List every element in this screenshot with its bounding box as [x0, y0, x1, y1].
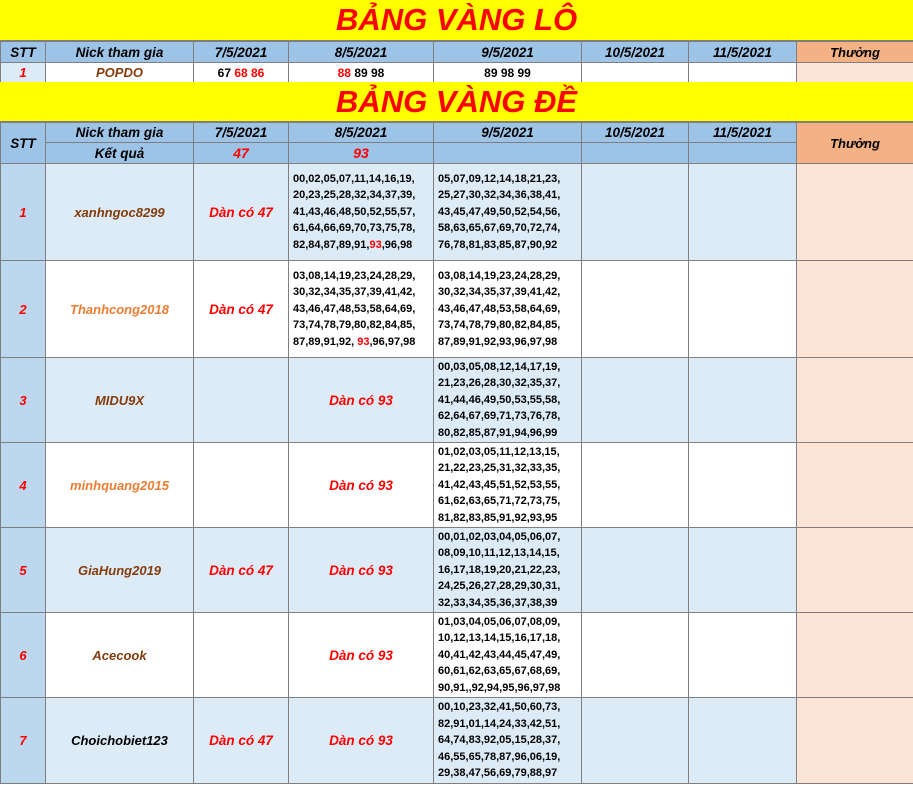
- row-nick: minhquang2015: [46, 443, 194, 528]
- lo-header-d2: 8/5/2021: [289, 42, 434, 63]
- lo-d2-hit: 88: [337, 65, 351, 80]
- row-d2-hit: 93: [369, 238, 382, 251]
- row-d4: [582, 528, 689, 613]
- de-header-d4: 10/5/2021: [582, 123, 689, 143]
- de-header-row: [1, 123, 913, 143]
- row-d4: [582, 358, 689, 443]
- table-row: [1, 528, 913, 613]
- row-d2: Dàn có 93: [289, 443, 434, 528]
- row-d1: [194, 613, 289, 698]
- row-d4: [582, 613, 689, 698]
- row-d3: 00,10,23,32,41,50,60,73, 82,91,01,14,24,33,42,51, 64,74,83,92,05,15,28,37, 46,55,65,78,87,96,06,19, 29,38,47,56,69,79,88,97: [434, 698, 582, 784]
- lo-row-stt: 1: [1, 63, 46, 83]
- de-result-d3: [434, 143, 582, 164]
- lo-d2-numbers: 89 98: [350, 65, 385, 80]
- row-d1: Dàn có 47: [194, 528, 289, 613]
- row-nick: Acecook: [46, 613, 194, 698]
- row-d5: [689, 613, 797, 698]
- row-nick: MIDU9X: [46, 358, 194, 443]
- de-header-d1: 7/5/2021: [194, 123, 289, 143]
- row-reward: [797, 698, 913, 784]
- row-nick: Choichobiet123: [46, 698, 194, 784]
- row-d5: [689, 443, 797, 528]
- de-result-d2: 93: [289, 143, 434, 164]
- de-header-nick: Nick tham gia: [46, 123, 194, 143]
- row-reward: [797, 613, 913, 698]
- row-d2-numbers-tail: ,96,97,98: [369, 335, 416, 348]
- row-stt: 7: [1, 698, 46, 784]
- de-header-d3: 9/5/2021: [434, 123, 582, 143]
- row-d2: Dàn có 93: [289, 698, 434, 784]
- row-stt: 6: [1, 613, 46, 698]
- lo-header-d1: 7/5/2021: [194, 42, 289, 63]
- row-d4: [582, 443, 689, 528]
- row-d2-hit: 93: [357, 335, 370, 348]
- row-d5: [689, 261, 797, 358]
- row-d1: Dàn có 47: [194, 164, 289, 261]
- table-row: [1, 164, 913, 261]
- de-result-d4: [582, 143, 689, 164]
- row-nick: GiaHung2019: [46, 528, 194, 613]
- de-result-row: [1, 143, 913, 164]
- row-d3: 00,01,02,03,04,05,06,07, 08,09,10,11,12,13,14,15, 16,17,18,19,20,21,22,23, 24,25,26,27,28,29,30,31, 32,33,34,35,36,37,38,39: [434, 528, 582, 613]
- row-d5: [689, 164, 797, 261]
- lo-header-d4: 10/5/2021: [582, 42, 689, 63]
- row-d2-numbers-tail: ,96,98: [381, 238, 413, 251]
- row-reward: [797, 261, 913, 358]
- row-reward: [797, 528, 913, 613]
- row-d5: [689, 698, 797, 784]
- row-reward: [797, 164, 913, 261]
- row-d2-numbers: 00,02,05,07,11,14,16,19, 20,23,25,28,32,34,37,39, 41,43,46,48,50,52,55,57, 61,64,66,69,70,73,75,78, 82,84,87,89,91,: [293, 172, 416, 251]
- row-d2: Dàn có 93: [289, 613, 434, 698]
- table-row: [1, 443, 913, 528]
- lo-title: BẢNG VÀNG LÔ: [0, 0, 913, 41]
- row-stt: 1: [1, 164, 46, 261]
- lo-header-nick: Nick tham gia: [46, 42, 194, 63]
- row-d4: [582, 698, 689, 784]
- row-d1: [194, 358, 289, 443]
- row-d3: 01,03,04,05,06,07,08,09, 10,12,13,14,15,16,17,18, 40,41,42,43,44,45,47,49, 60,61,62,63,65,67,68,69, 90,91,,92,94,95,96,97,98: [434, 613, 582, 698]
- row-reward: [797, 358, 913, 443]
- lo-header-d3: 9/5/2021: [434, 42, 582, 63]
- lo-row: [1, 63, 913, 83]
- de-header-stt: STT: [1, 123, 46, 164]
- row-d4: [582, 164, 689, 261]
- lo-d1-hit: 68 86: [234, 65, 265, 80]
- row-d4: [582, 261, 689, 358]
- row-d3: 00,03,05,08,12,14,17,19, 21,23,26,28,30,32,35,37, 41,44,46,49,50,53,55,58, 62,64,67,69,71,73,76,78, 80,82,85,87,91,94,96,99: [434, 358, 582, 443]
- row-nick: xanhngoc8299: [46, 164, 194, 261]
- row-d1: [194, 443, 289, 528]
- table-row: [1, 698, 913, 784]
- table-row: [1, 613, 913, 698]
- de-result-d1: 47: [194, 143, 289, 164]
- row-stt: 3: [1, 358, 46, 443]
- row-d3: 05,07,09,12,14,18,21,23, 25,27,30,32,34,36,38,41, 43,45,47,49,50,52,54,56, 58,63,65,67,69,70,72,74, 76,78,81,83,85,87,90,92: [434, 164, 582, 261]
- de-result-d5: [689, 143, 797, 164]
- lo-header-stt: STT: [1, 42, 46, 63]
- lo-row-d4: [582, 63, 689, 83]
- row-d5: [689, 528, 797, 613]
- row-d2: Dàn có 93: [289, 358, 434, 443]
- de-result-label: Kết quả: [46, 143, 194, 164]
- row-nick: Thanhcong2018: [46, 261, 194, 358]
- lo-header-reward: Thưởng: [797, 42, 913, 63]
- table-row: [1, 261, 913, 358]
- row-d5: [689, 358, 797, 443]
- lo-row-d1: [194, 63, 289, 83]
- lo-header-d5: 11/5/2021: [689, 42, 797, 63]
- row-stt: 2: [1, 261, 46, 358]
- lo-table: [0, 41, 913, 83]
- row-d1: Dàn có 47: [194, 698, 289, 784]
- row-stt: 4: [1, 443, 46, 528]
- lo-row-d3: 89 98 99: [434, 63, 582, 83]
- row-d1: Dàn có 47: [194, 261, 289, 358]
- row-d3: 03,08,14,19,23,24,28,29, 30,32,34,35,37,39,41,42, 43,46,47,48,53,58,64,69, 73,74,78,79,80,82,84,85, 87,89,91,92,93,96,97,98: [434, 261, 582, 358]
- lo-header-row: [1, 42, 913, 63]
- lo-row-d5: [689, 63, 797, 83]
- row-d2: [289, 261, 434, 358]
- row-d2: [289, 164, 434, 261]
- de-header-d5: 11/5/2021: [689, 123, 797, 143]
- de-table: [0, 122, 913, 784]
- lo-row-reward: [797, 63, 913, 83]
- row-d2: Dàn có 93: [289, 528, 434, 613]
- de-title: BẢNG VÀNG ĐỀ: [0, 82, 913, 122]
- row-reward: [797, 443, 913, 528]
- de-header-reward: Thưởng: [797, 123, 913, 164]
- row-d2-numbers: 03,08,14,19,23,24,28,29, 30,32,34,35,37,39,41,42, 43,46,47,48,53,58,64,69, 73,74,78,79,80,82,84,85, 87,89,91,92,: [293, 269, 416, 348]
- row-d3: 01,02,03,05,11,12,13,15, 21,22,23,25,31,32,33,35, 41,42,43,45,51,52,53,55, 61,62,63,65,71,72,73,75, 81,82,83,85,91,92,93,95: [434, 443, 582, 528]
- de-header-d2: 8/5/2021: [289, 123, 434, 143]
- row-stt: 5: [1, 528, 46, 613]
- table-row: [1, 358, 913, 443]
- lo-row-d2: [289, 63, 434, 83]
- lo-d1-numbers: 67: [217, 65, 235, 80]
- lo-row-nick: POPDO: [46, 63, 194, 83]
